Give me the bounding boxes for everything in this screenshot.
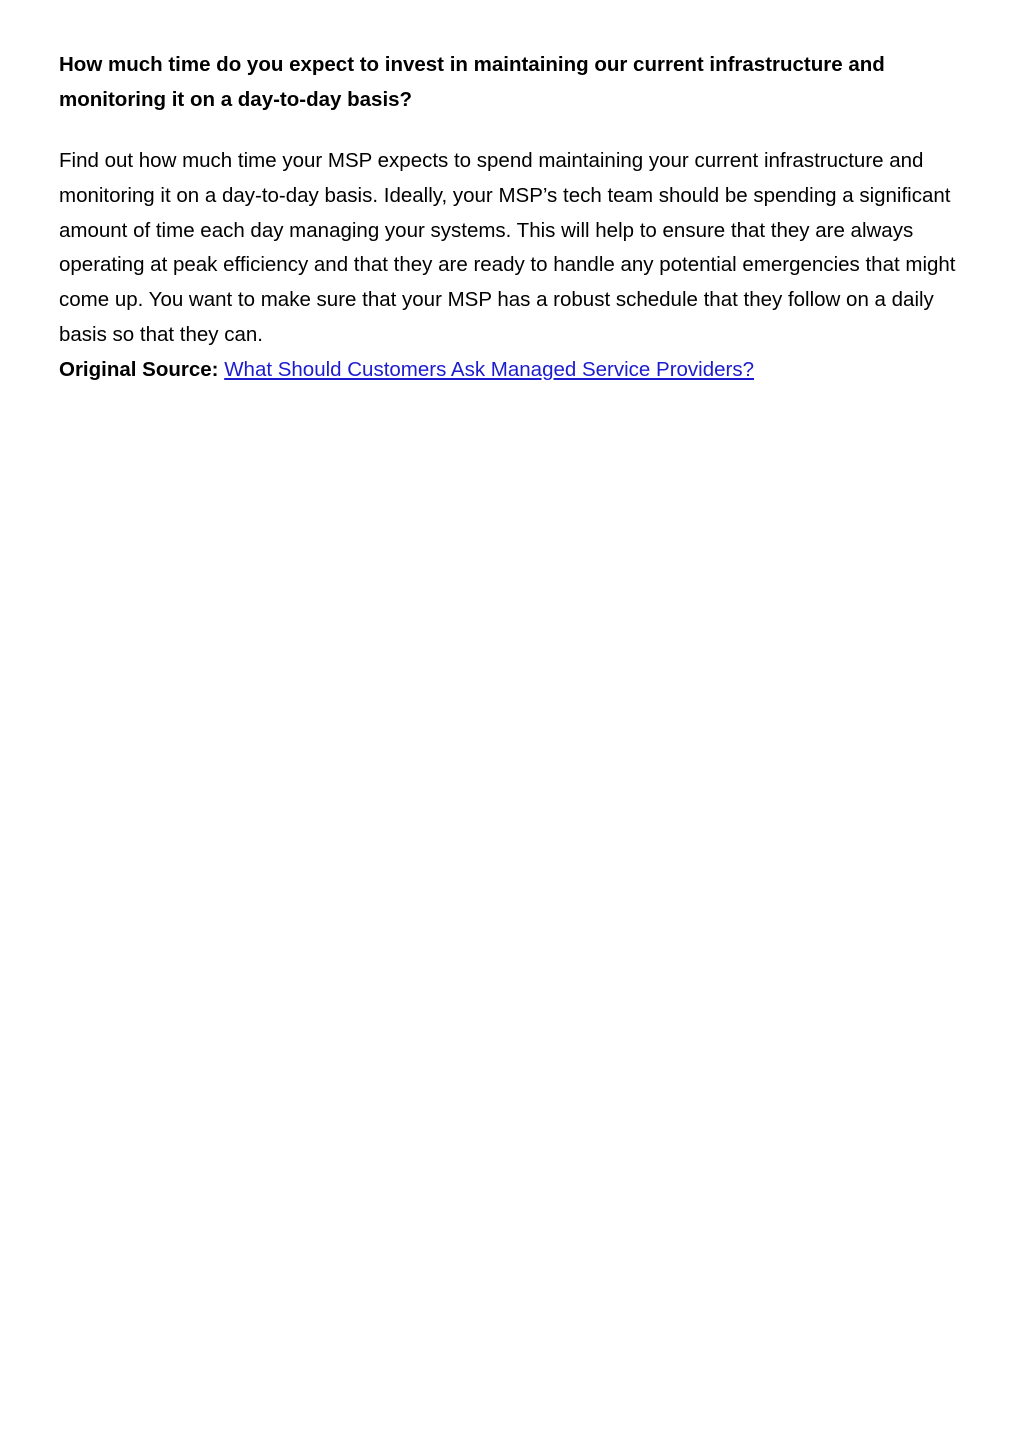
document-page [59,47,969,388]
source-line [59,353,969,388]
source-label: Original Source: [59,357,219,381]
source-link[interactable]: What Should Customers Ask Managed Service Providers? [224,357,755,381]
question-heading: How much time do you expect to invest in maintaining our current infrastructure and monitoring it on a day-to-day basis? [59,53,885,111]
body-paragraph: Find out how much time your MSP expects to spend maintaining your current infrastructure and monitoring it on a day-to-day basis. Ideally, your MSP’s tech team should be spending a significant amount of time each day managing your systems. This will help to ensure that they are always operating at peak efficiency and that they are ready to handle any potential emergencies that might come up. You want to make sure that your MSP has a robust schedule that they follow on a daily basis so that they can. [59,149,956,346]
